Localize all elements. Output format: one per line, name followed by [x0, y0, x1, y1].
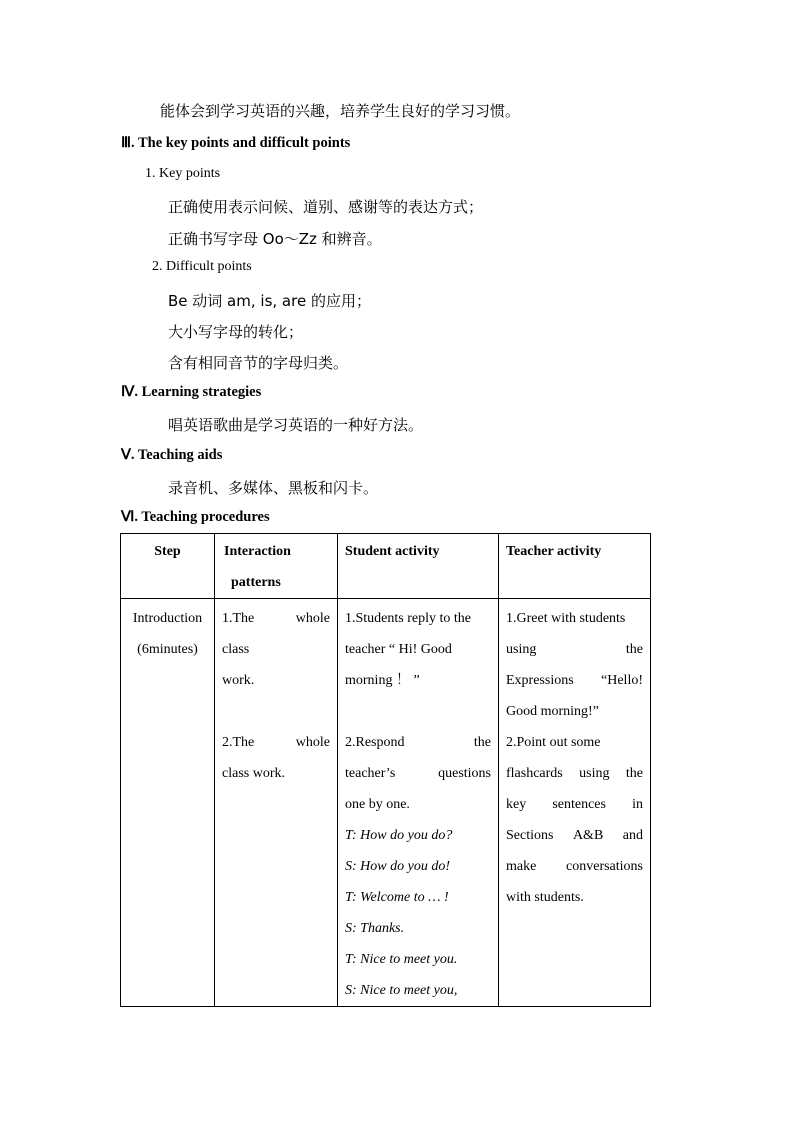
teacher-a-line3: Expressions “Hello!	[506, 673, 643, 688]
header-interaction-line1: Interaction	[224, 544, 291, 559]
section-3-title: Ⅲ. The key points and difficult points	[121, 135, 351, 151]
student-b-line1: 2.Respond the	[345, 735, 491, 750]
header-interaction-line2: patterns	[231, 575, 281, 590]
header-interaction	[215, 534, 338, 599]
dialogue-line-5: T: Nice to meet you.	[345, 952, 458, 967]
teacher-b-line2: flashcards using the	[506, 766, 643, 781]
student-cell	[338, 599, 499, 1007]
student-b-line2: teacher’s questions	[345, 766, 491, 781]
step-duration: (6minutes)	[137, 642, 198, 657]
table-row	[121, 599, 651, 1007]
header-student-label: Student activity	[345, 544, 440, 559]
step-label: Introduction	[132, 611, 203, 626]
teacher-cell	[499, 599, 651, 1007]
teacher-a-line2: using the	[506, 642, 643, 657]
section-6-title: Ⅵ. Teaching procedures	[121, 509, 270, 525]
section-5-title: Ⅴ. Teaching aids	[121, 447, 223, 463]
header-teacher	[499, 534, 651, 599]
teacher-b-line5: make conversations	[506, 859, 643, 874]
difficult-point-1: Be 动词 am, is, are 的应用；	[168, 292, 371, 310]
dialogue-line-6: S: Nice to meet you,	[345, 983, 458, 998]
teacher-b-line4: Sections A&B and	[506, 828, 643, 843]
interaction-a-line3: work.	[222, 673, 255, 688]
dialogue-line-1: T: How do you do?	[345, 828, 453, 843]
dialogue-line-3: T: Welcome to … !	[345, 890, 449, 905]
dialogue-line-4: S: Thanks.	[345, 921, 405, 936]
table-header-row	[121, 534, 651, 599]
header-teacher-label: Teacher activity	[506, 544, 602, 559]
key-points-title: 1. Key points	[145, 166, 221, 181]
teacher-a-line1: 1.Greet with students	[506, 611, 626, 626]
interaction-a-line2: class	[222, 642, 250, 657]
student-a-line1: 1.Students reply to the	[345, 611, 471, 626]
key-point-2: 正确书写字母 Oo～Zz 和辨音。	[168, 230, 382, 248]
interaction-a-line1: 1.The whole	[222, 611, 330, 626]
student-b-line3: one by one.	[345, 797, 410, 812]
teaching-aids-text: 录音机、多媒体、黑板和闪卡。	[168, 479, 379, 497]
section-4-title: Ⅳ. Learning strategies	[121, 384, 262, 400]
teacher-b-line6: with students.	[506, 890, 584, 905]
teacher-a-line4: Good morning!”	[506, 704, 599, 719]
student-a-line3: morning ！ ”	[345, 673, 420, 688]
intro-line: 能体会到学习英语的兴趣，培养学生良好的学习习惯。	[160, 102, 521, 120]
student-a-line2: teacher “ Hi! Good	[345, 642, 452, 657]
interaction-cell	[215, 599, 338, 1007]
header-student	[338, 534, 499, 599]
key-point-1: 正确使用表示问候、道别、感谢等的表达方式；	[168, 198, 484, 216]
header-step	[121, 534, 215, 599]
header-step-label: Step	[154, 544, 181, 559]
teaching-procedures-table	[120, 533, 651, 1007]
teacher-b-line1: 2.Point out some	[506, 735, 601, 750]
learning-strategies-text: 唱英语歌曲是学习英语的一种好方法。	[168, 416, 424, 434]
difficult-point-3: 含有相同音节的字母归类。	[168, 354, 349, 372]
step-cell	[121, 599, 215, 1007]
teacher-b-line3: key sentences in	[506, 797, 643, 812]
difficult-points-title: 2. Difficult points	[152, 259, 252, 274]
interaction-b-line1: 2.The whole	[222, 735, 330, 750]
dialogue-line-2: S: How do you do!	[345, 859, 450, 874]
interaction-b-line2: class work.	[222, 766, 285, 781]
difficult-point-2: 大小写字母的转化；	[168, 323, 304, 341]
